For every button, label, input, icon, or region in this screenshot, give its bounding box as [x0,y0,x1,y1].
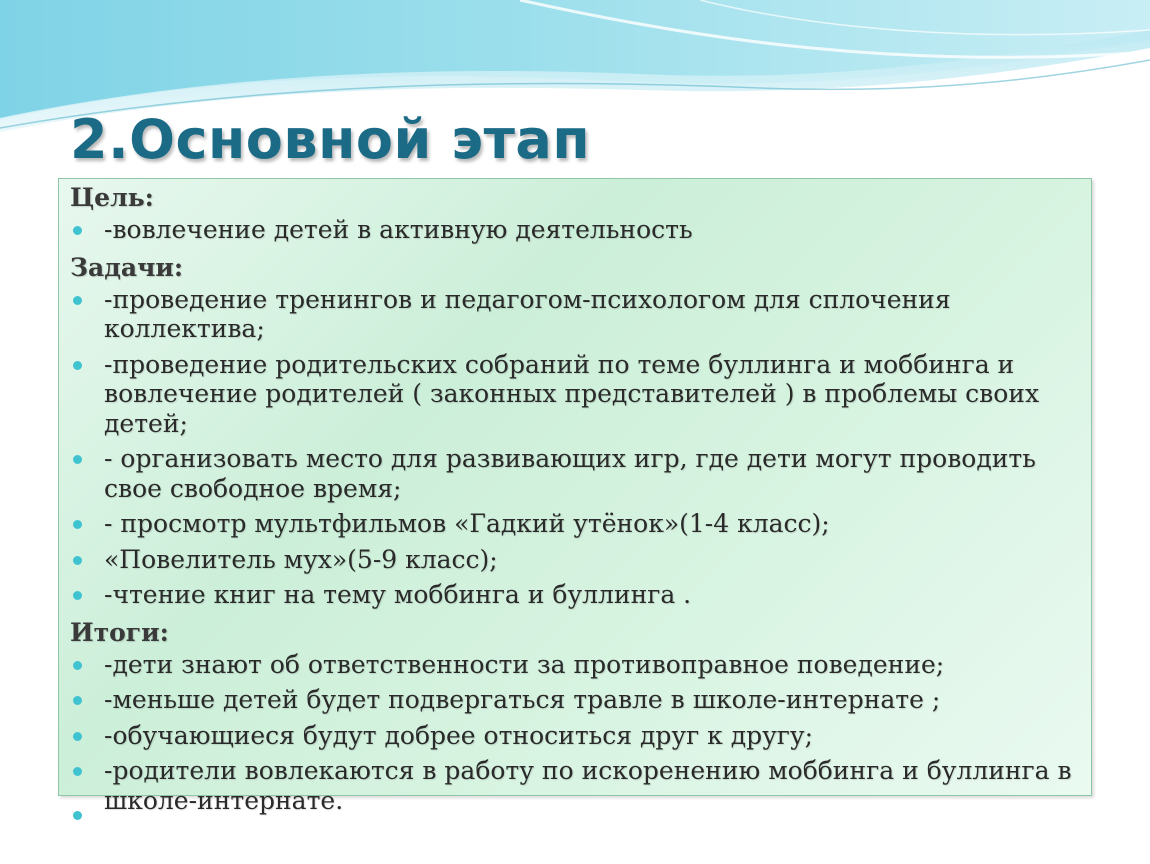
list-item: -проведение тренингов и педагогом-психологом для сплочения коллектива; [70,285,1085,344]
tasks-heading: Задачи: [70,252,184,282]
list-item: -дети знают об ответственности за противоправное поведение; [70,650,1085,680]
bullet-dot-icon [73,556,82,565]
bullet-dot-icon [73,591,82,600]
list-item: -родители вовлекаются в работу по искоренению моббинга и буллинга в школе-интернате. [70,756,1085,815]
goal-heading: Цель: [70,183,154,212]
list-item: -вовлечение детей в активную деятельность [70,215,1085,245]
bullet-dot-icon [73,361,82,370]
tasks-list [70,285,1085,610]
bullet-dot-icon [73,696,82,705]
bullet-dot-icon [73,520,82,529]
slide-body [70,181,1085,821]
goal-list [70,215,1085,245]
bullet-dot-icon [73,661,82,670]
bullet-dot-icon [73,767,82,776]
list-item: - организовать место для развивающих игр, где дети могут проводить свое свободное время; [70,444,1085,503]
list-item: -проведение родительских собраний по теме буллинга и моббинга и вовлечение родителей ( законных представителей ) в проблемы своих детей; [70,350,1085,439]
list-item: «Повелитель мух»(5-9 класс); [70,545,1085,575]
empty-bullet-dot-icon [73,811,82,820]
list-item: -обучающиеся будут добрее относиться друг к другу; [70,721,1085,751]
results-list [70,650,1085,816]
bullet-dot-icon [73,455,82,464]
list-item: -чтение книг на тему моббинга и буллинга . [70,580,1085,610]
bullet-dot-icon [73,226,82,235]
list-item: - просмотр мультфильмов «Гадкий утёнок»(1-4 класс); [70,509,1085,539]
results-heading: Итоги: [70,617,169,647]
list-item: -меньше детей будет подвергаться травле в школе-интернате ; [70,685,1085,715]
slide-title: 2.Основной этап [70,108,591,171]
bullet-dot-icon [73,296,82,305]
bullet-dot-icon [73,732,82,741]
